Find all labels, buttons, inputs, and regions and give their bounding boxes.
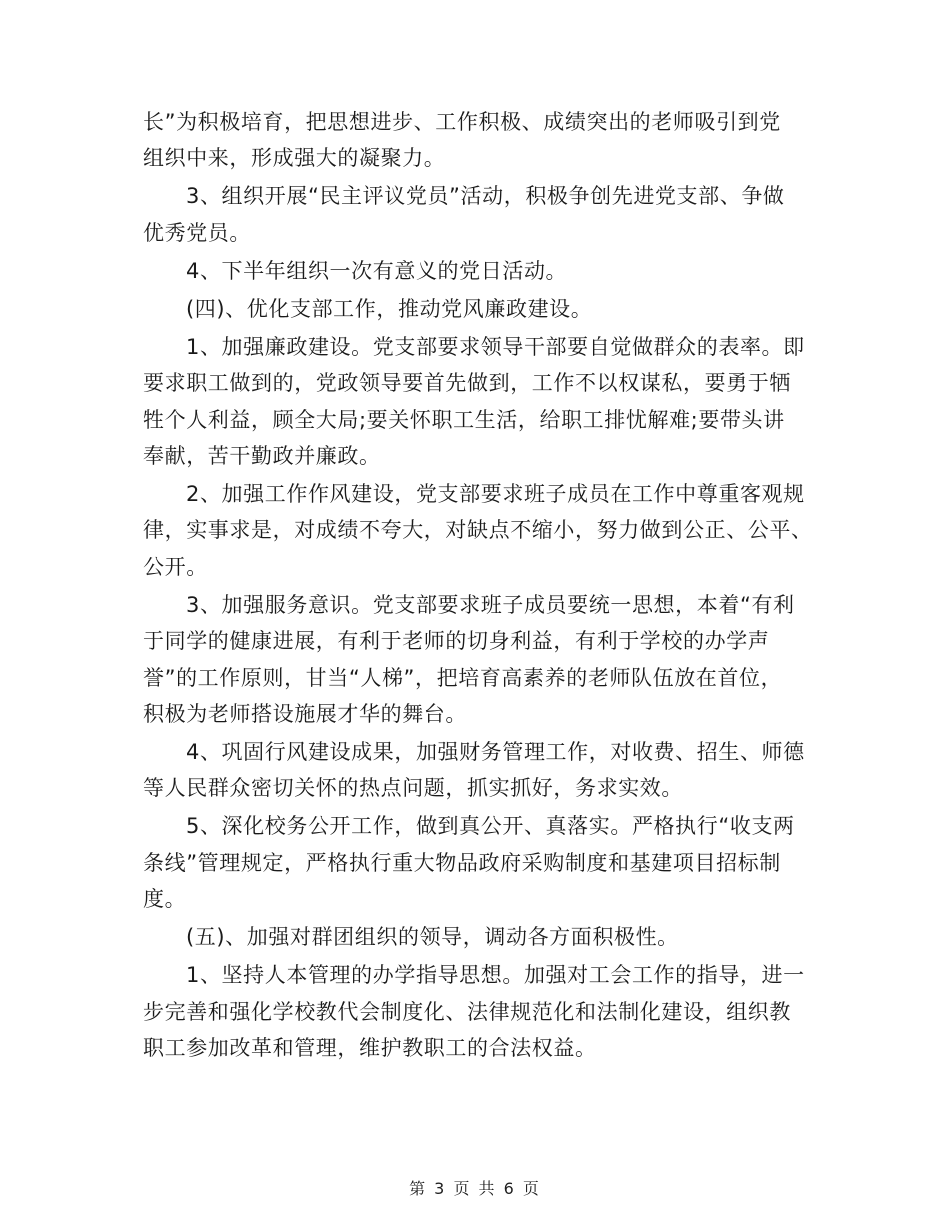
paragraph-line: (四)、优化支部工作，推动党风廉政建设。: [186, 296, 593, 321]
paragraph: [143, 104, 808, 177]
paragraph-line: 1、坚持人本管理的办学指导思想。加强对工会工作的指导，进一: [186, 963, 805, 988]
paragraph-line: 3、组织开展“民主评议党员”活动，积极争创先进党支部、争做: [186, 184, 785, 209]
paragraph: [143, 253, 808, 289]
paragraph-line: 长”为积极培育，把思想进步、工作积极、成绩突出的老师吸引到党: [143, 110, 781, 134]
document-body: [143, 104, 813, 1068]
paragraph-line: 优秀党员。: [143, 220, 251, 245]
paragraph-line: 牲个人利益，顾全大局;要关怀职工生活，给职工排忧解难;要带头讲: [143, 407, 785, 432]
paragraph-line: 誉”的工作原则，甘当“人梯”，把培育高素养的老师队伍放在首位，: [143, 665, 783, 690]
paragraph-line: 3、加强服务意识。党支部要求班子成员要统一思想，本着“有利: [186, 592, 795, 617]
paragraph-line: 1、加强廉政建设。党支部要求领导干部要自觉做群众的表率。即: [186, 334, 805, 359]
paragraph-line: 积极为老师搭设施展才华的舞台。: [143, 702, 467, 727]
paragraph: [143, 808, 808, 917]
paragraph-line: 4、下半年组织一次有意义的党日活动。: [186, 258, 568, 283]
paragraph: [143, 291, 808, 327]
paragraph-line: 度。: [143, 887, 187, 912]
paragraph-line: 条线”管理规定，严格执行重大物品政府采购制度和基建项目招标制: [143, 850, 781, 875]
paragraph-line: 于同学的健康进展，有利于老师的切身利益，有利于学校的办学声: [143, 629, 770, 654]
paragraph: [143, 329, 808, 475]
paragraph: [143, 476, 813, 585]
paragraph-line: 等人民群众密切关怀的热点问题，抓实抓好，务求实效。: [143, 776, 683, 801]
paragraph: [143, 919, 808, 955]
paragraph-line: 5、深化校务公开工作，做到真公开、真落实。严格执行“收支两: [186, 814, 795, 839]
paragraph-line: 4、巩固行风建设成果，加强财务管理工作，对收费、招生、师德: [186, 740, 805, 765]
paragraph: [143, 178, 808, 251]
paragraph-line: 2、加强工作作风建设，党支部要求班子成员在工作中尊重客观规: [186, 482, 805, 507]
paragraph-line: 要求职工做到的，党政领导要首先做到，工作不以权谋私，要勇于牺: [143, 371, 791, 396]
paragraph-line: 步完善和强化学校教代会制度化、法律规范化和法制化建设，组织教: [143, 999, 791, 1024]
paragraph-line: (五)、加强对群团组织的领导，调动各方面积极性。: [186, 925, 679, 950]
paragraph: [143, 734, 808, 807]
paragraph-line: 公开。: [143, 554, 208, 579]
paragraph: [143, 587, 808, 733]
paragraph-line: 组织中来，形成强大的凝聚力。: [143, 146, 446, 171]
paragraph-line: 职工参加改革和管理，维护教职工的合法权益。: [143, 1036, 597, 1061]
paragraph-line: 律，实事求是，对成绩不夸大，对缺点不缩小，努力做到公正、公平、: [143, 518, 813, 543]
paragraph: [143, 957, 808, 1066]
paragraph-line: 奉献，苦干勤政并廉政。: [143, 444, 381, 469]
page-footer: 第 3 页 共 6 页: [409, 1179, 541, 1198]
